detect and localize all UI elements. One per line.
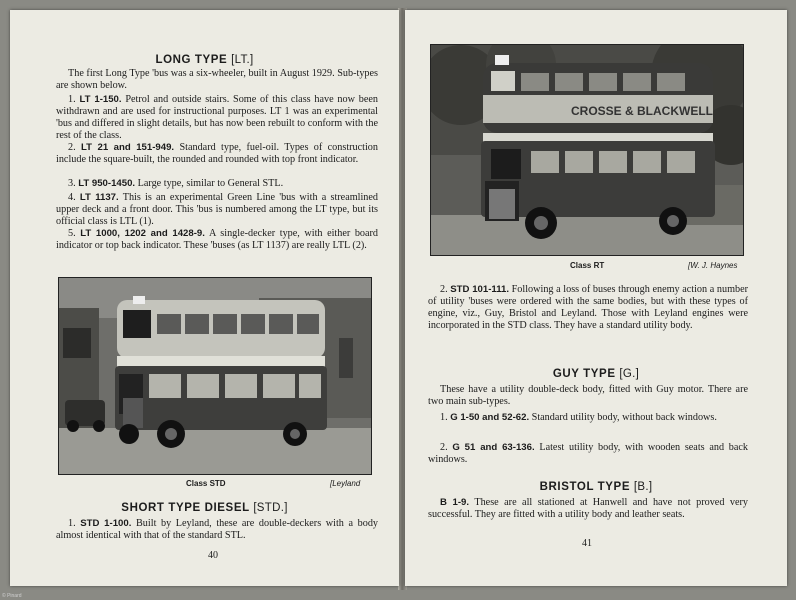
heading-abbr: [STD.] xyxy=(253,502,288,514)
corner-mark: © Pinard xyxy=(2,593,22,599)
long-type-heading xyxy=(10,54,399,66)
item-number: 2. xyxy=(440,284,448,295)
std-photo-credit: [Leyland xyxy=(330,479,361,488)
guy-type-heading xyxy=(405,368,787,380)
item-code: G 51 and 63-136. xyxy=(452,442,535,453)
lt-item-3 xyxy=(56,178,378,190)
heading-title: GUY TYPE xyxy=(552,368,616,380)
item-number: 2. xyxy=(440,442,448,453)
heading-abbr: [G.] xyxy=(619,368,640,380)
heading-title: SHORT TYPE DIESEL xyxy=(121,502,250,514)
bristol-item-1 xyxy=(428,497,748,521)
guy-item-1 xyxy=(428,412,748,424)
bristol-type-heading xyxy=(405,481,787,493)
item-text: Standard utility body, without back windows. xyxy=(531,412,717,423)
item-text: Petrol and outside stairs. Some of this class have now been withdrawn and are used for instructional purposes. LT 1 was an experimental 'bus and differed in slight details, but has now been rebuilt to conform with the rest of the class. xyxy=(56,94,378,141)
lt-item-4 xyxy=(56,192,378,228)
item-text: Latest utility body, with wooden seats and back windows. xyxy=(428,442,749,465)
class-rt-photo xyxy=(430,44,744,256)
class-std-photo xyxy=(58,277,372,475)
page-number-right: 41 xyxy=(582,538,592,549)
item-code: LT 1-150. xyxy=(79,94,122,105)
item-text: Large type, similar to General STL. xyxy=(137,178,284,189)
std-item-1 xyxy=(56,518,378,542)
long-type-intro: The first Long Type 'bus was a six-wheeler, built in August 1929. Sub-types are shown below. xyxy=(56,68,378,91)
item-code: LT 1137. xyxy=(79,192,119,203)
heading-abbr: [B.] xyxy=(633,481,653,493)
rt-photo-credit: [W. J. Haynes xyxy=(688,261,738,270)
item-number: 1. xyxy=(68,518,76,529)
heading-abbr: [LT.] xyxy=(231,54,254,66)
item-text: Standard type, fuel-oil. Types of construction include the square-built, the rounded and rounded with top front indicator. xyxy=(56,142,378,165)
bus-side-advert: CROSSE & BLACKWELL xyxy=(571,104,713,118)
item-text: This is an experimental Green Line 'bus with a streamlined upper deck and a front door. This 'bus is numbered among the LT type, but its official class is LTL (1). xyxy=(56,192,379,227)
lt-item-5 xyxy=(56,228,378,252)
std-photo-caption: Class STD xyxy=(186,479,226,488)
item-number: 2. xyxy=(68,142,76,153)
std-item-2 xyxy=(428,284,748,332)
item-number: 1. xyxy=(68,94,76,105)
item-text: Built by Leyland, these are double-deckers with a body almost identical with that of the standard STL. xyxy=(56,518,379,541)
rt-photo-caption: Class RT xyxy=(570,261,605,270)
guy-item-2 xyxy=(428,442,748,466)
heading-title: LONG TYPE xyxy=(155,54,228,66)
item-code: LT 21 and 151-949. xyxy=(81,142,175,153)
item-number: 1. xyxy=(440,412,448,423)
item-number: 4. xyxy=(68,192,76,203)
item-text: Following a loss of buses through enemy action a number of utility 'buses were ordered with the same bodies, but with these types of engine, viz., Guy, Bristol and Leyland. Those with Leyland engines were incorporated in the STD class. They have a standard utility body. xyxy=(428,284,748,331)
item-code: STD 101-111. xyxy=(450,284,510,295)
lt-item-1 xyxy=(56,94,378,142)
heading-title: BRISTOL TYPE xyxy=(539,481,631,493)
short-type-heading xyxy=(10,502,399,514)
lt-item-2 xyxy=(56,142,378,166)
item-number: 3. xyxy=(68,178,76,189)
item-text: A single-decker type, with either board indicator or top back indicator. These 'buses (as LT 1137) are really LTL (2). xyxy=(56,228,379,251)
guy-type-intro: These have a utility double-deck body, fitted with Guy motor. There are two main sub-types. xyxy=(428,384,748,407)
item-code: B 1-9. xyxy=(440,497,470,508)
item-number: 5. xyxy=(68,228,76,239)
left-page xyxy=(10,10,399,586)
item-code: STD 1-100. xyxy=(80,518,132,529)
page-number-left: 40 xyxy=(208,550,218,561)
item-code: G 1-50 and 52-62. xyxy=(450,412,530,423)
item-text: These are all stationed at Hanwell and have not proved very successful. They are fitted with a utility body and leather seats. xyxy=(428,497,748,520)
item-code: LT 1000, 1202 and 1428-9. xyxy=(80,228,205,239)
item-code: LT 950-1450. xyxy=(78,178,136,189)
bus-rt-illustration xyxy=(431,45,743,255)
right-page xyxy=(405,10,787,586)
bus-std-illustration xyxy=(59,278,371,474)
